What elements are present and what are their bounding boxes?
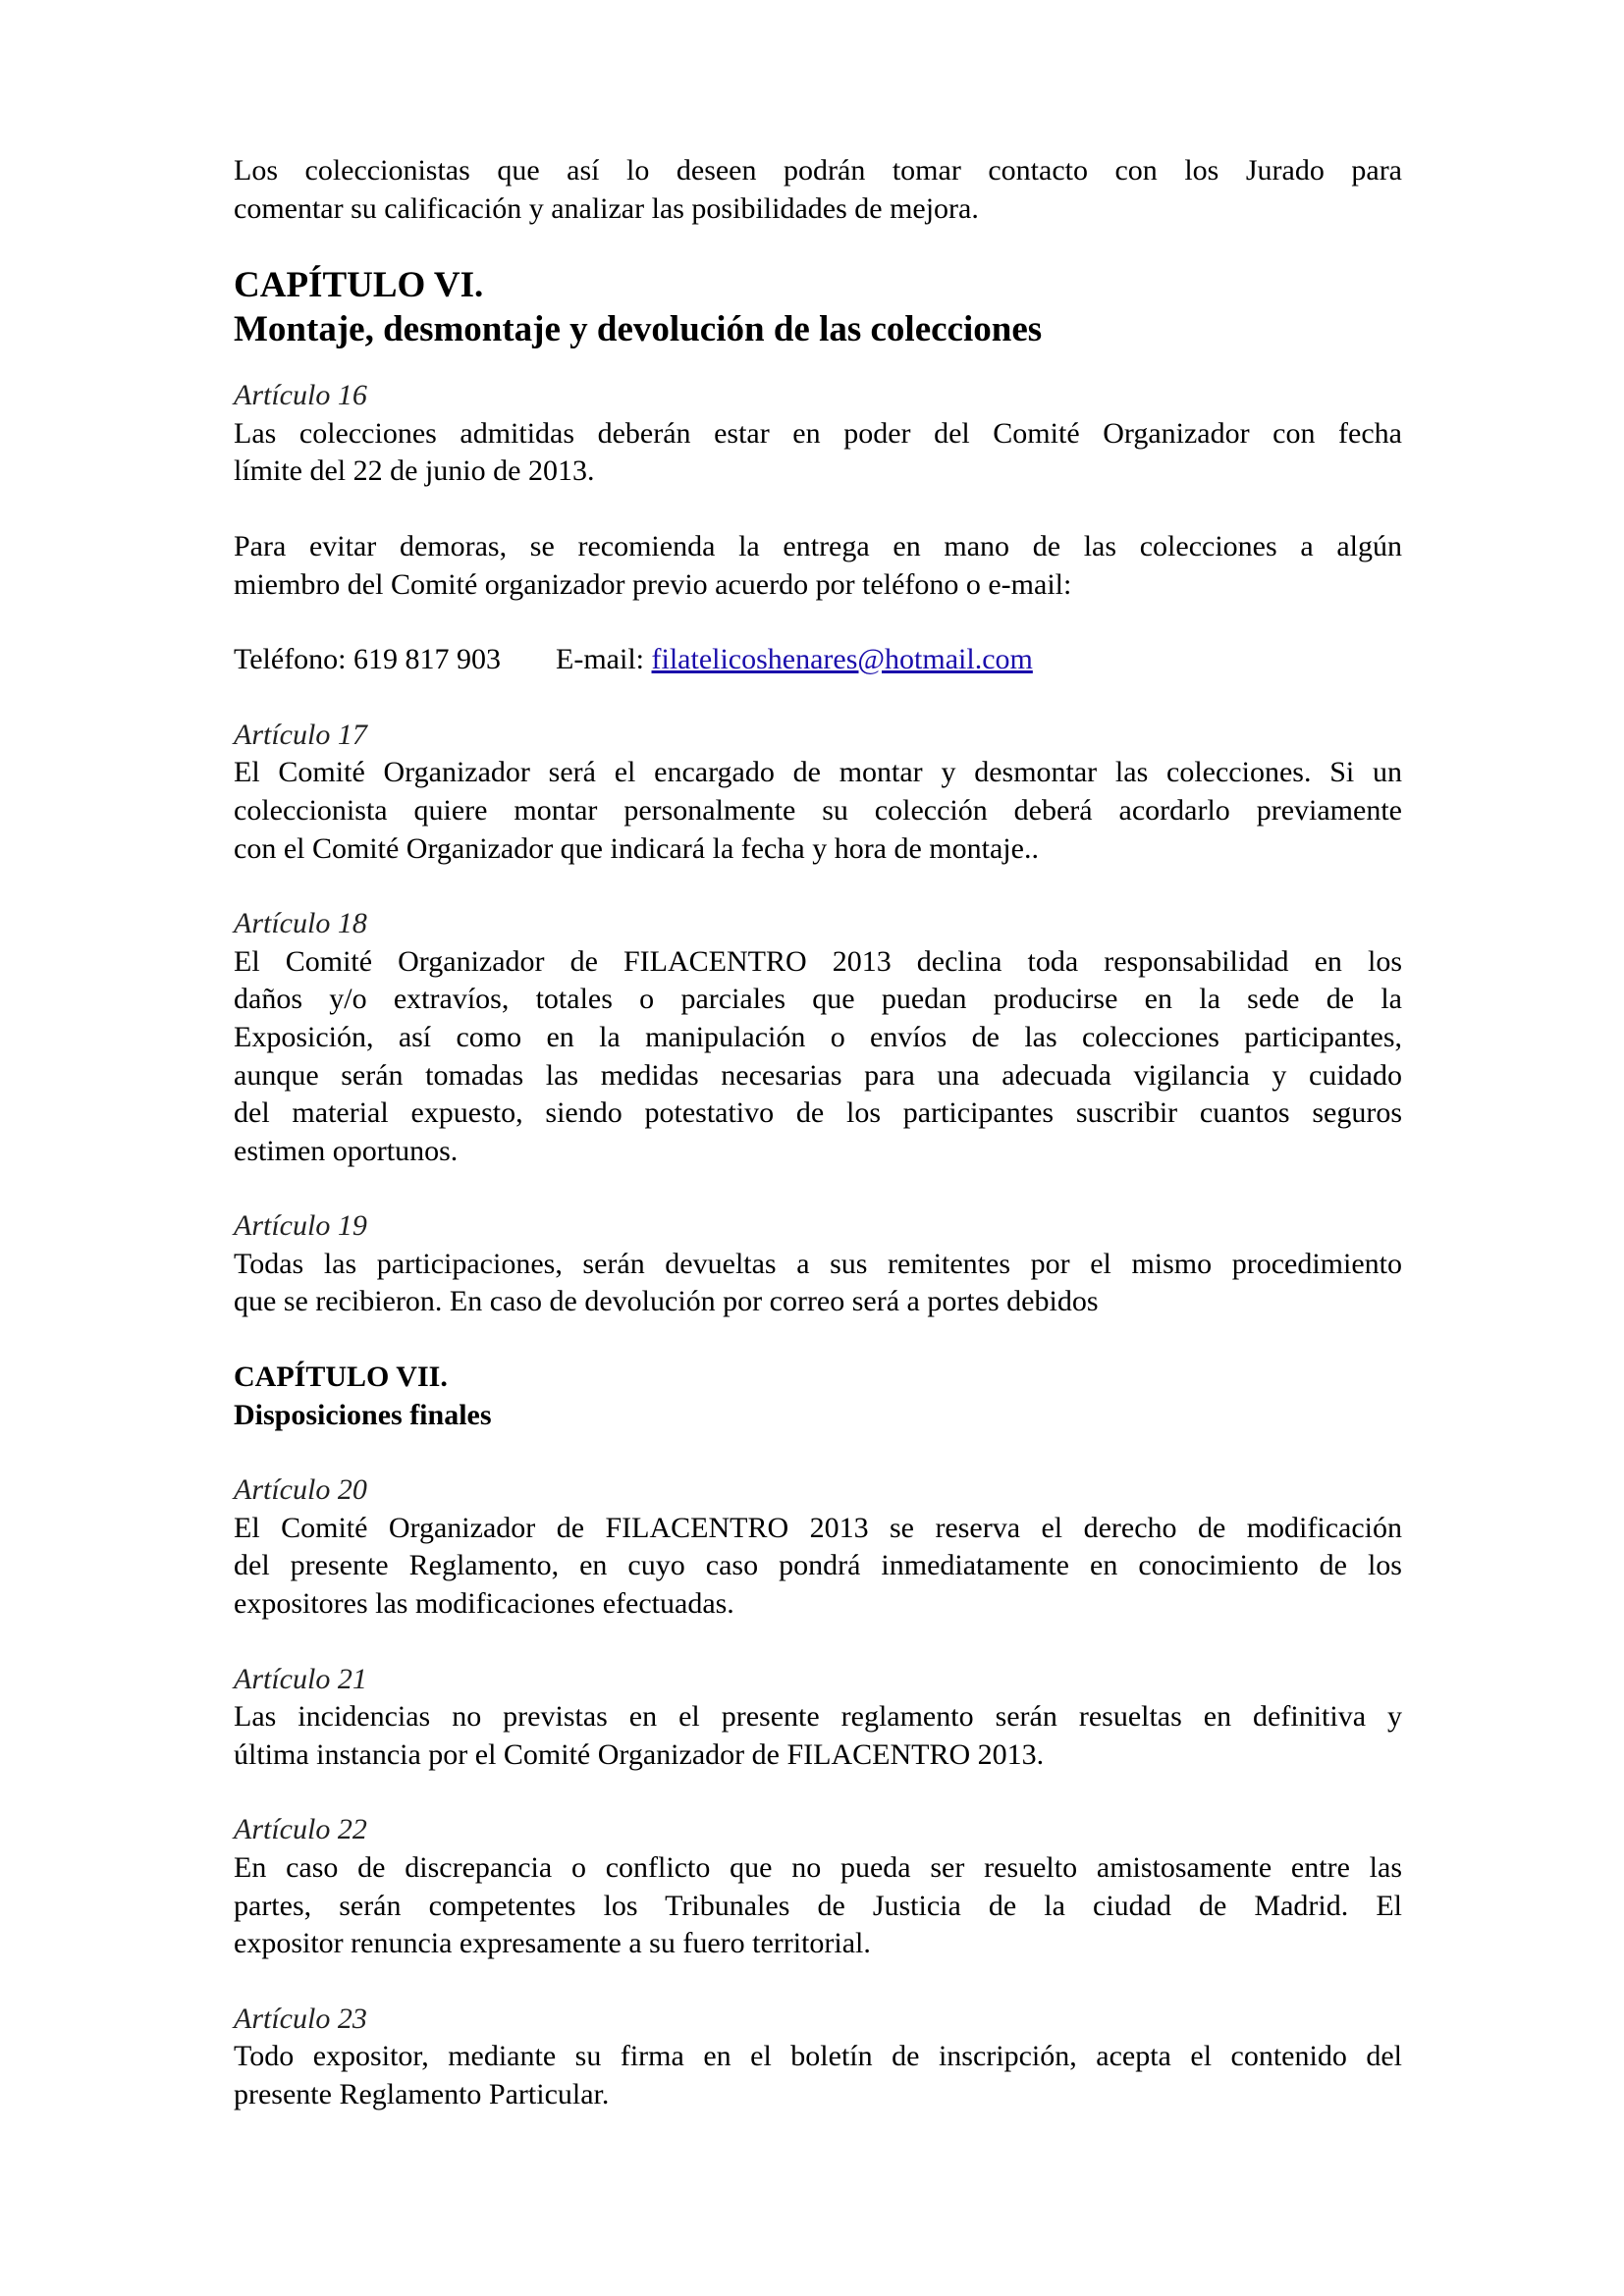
article-21-line: Las incidencias no previstas en el presente reglamento serán resueltas en definitiva y <box>234 1700 1402 1734</box>
article-23-heading: Artículo 23 <box>234 2002 367 2035</box>
article-16-line: miembro del Comité organizador previo acuerdo por teléfono o e-mail: <box>234 567 1072 601</box>
article-18-line: daños y/o extravíos, totales o parciales que puedan producirse en la sede de la <box>234 983 1402 1016</box>
article-17-line: El Comité Organizador será el encargado de montar y desmontar las colecciones. Si un <box>234 756 1402 789</box>
document-body <box>234 152 1402 2114</box>
article-20-line: expositores las modificaciones efectuadas. <box>234 1587 734 1621</box>
intro-line: comentar su calificación y analizar las posibilidades de mejora. <box>234 191 979 225</box>
chapter-6-subtitle: Montaje, desmontaje y devolución de las colecciones <box>234 309 1043 350</box>
email-link[interactable]: filatelicoshenares@hotmail.com <box>651 643 1033 676</box>
article-17-heading: Artículo 17 <box>234 718 367 751</box>
article-17-line: con el Comité Organizador que indicará la fecha y hora de montaje.. <box>234 831 1039 865</box>
article-18-line: del material expuesto, siendo potestativo de los participantes suscribir cuantos seguros <box>234 1096 1402 1130</box>
article-16-line: límite del 22 de junio de 2013. <box>234 454 595 488</box>
email-label: E-mail: <box>556 643 645 676</box>
article-18-line: Exposición, así como en la manipulación o envíos de las colecciones participantes, <box>234 1020 1402 1053</box>
article-16-line: Para evitar demoras, se recomienda la entrega en mano de las colecciones a algún <box>234 529 1402 562</box>
article-18-heading: Artículo 18 <box>234 907 367 940</box>
article-19-heading: Artículo 19 <box>234 1209 367 1243</box>
article-16-line: Las colecciones admitidas deberán estar en poder del Comité Organizador con fecha <box>234 416 1402 450</box>
article-18-line: aunque serán tomadas las medidas necesarias para una adecuada vigilancia y cuidado <box>234 1058 1402 1092</box>
article-18-line: estimen oportunos. <box>234 1134 459 1167</box>
article-22-line: En caso de discrepancia o conflicto que no pueda ser resuelto amistosamente entre las <box>234 1851 1402 1884</box>
article-23-line: Todo expositor, mediante su firma en el boletín de inscripción, acepta el contenido del <box>234 2040 1402 2073</box>
article-20-line: del presente Reglamento, en cuyo caso pondrá inmediatamente en conocimiento de los <box>234 1549 1402 1582</box>
phone-text: Teléfono: 619 817 903 <box>234 643 502 676</box>
intro-paragraph <box>234 152 1402 228</box>
chapter-7-title: CAPÍTULO VII. <box>234 1361 448 1394</box>
article-23-line: presente Reglamento Particular. <box>234 2077 610 2110</box>
article-22-line: partes, serán competentes los Tribunales de Justicia de la ciudad de Madrid. El <box>234 1889 1402 1922</box>
article-16-heading: Artículo 16 <box>234 379 367 412</box>
contact-line <box>234 641 1402 679</box>
intro-line: Los coleccionistas que así lo deseen podrán tomar contacto con los Jurado para <box>234 154 1402 187</box>
article-19-line: que se recibieron. En caso de devolución por correo será a portes debidos <box>234 1285 1099 1318</box>
article-21-line: última instancia por el Comité Organizador de FILACENTRO 2013. <box>234 1737 1045 1771</box>
article-21-heading: Artículo 21 <box>234 1662 367 1695</box>
article-22-line: expositor renuncia expresamente a su fuero territorial. <box>234 1927 871 1960</box>
article-20-line: El Comité Organizador de FILACENTRO 2013 se reserva el derecho de modificación <box>234 1511 1402 1544</box>
article-20-heading: Artículo 20 <box>234 1473 367 1507</box>
article-18-line: El Comité Organizador de FILACENTRO 2013 declina toda responsabilidad en los <box>234 944 1402 978</box>
article-19-line: Todas las participaciones, serán devueltas a sus remitentes por el mismo procedimiento <box>234 1247 1402 1280</box>
article-17-line: coleccionista quiere montar personalmente su colección deberá acordarlo previamente <box>234 793 1402 827</box>
chapter-7-subtitle: Disposiciones finales <box>234 1398 492 1431</box>
article-22-heading: Artículo 22 <box>234 1813 367 1846</box>
chapter-6-title: CAPÍTULO VI. <box>234 265 484 306</box>
